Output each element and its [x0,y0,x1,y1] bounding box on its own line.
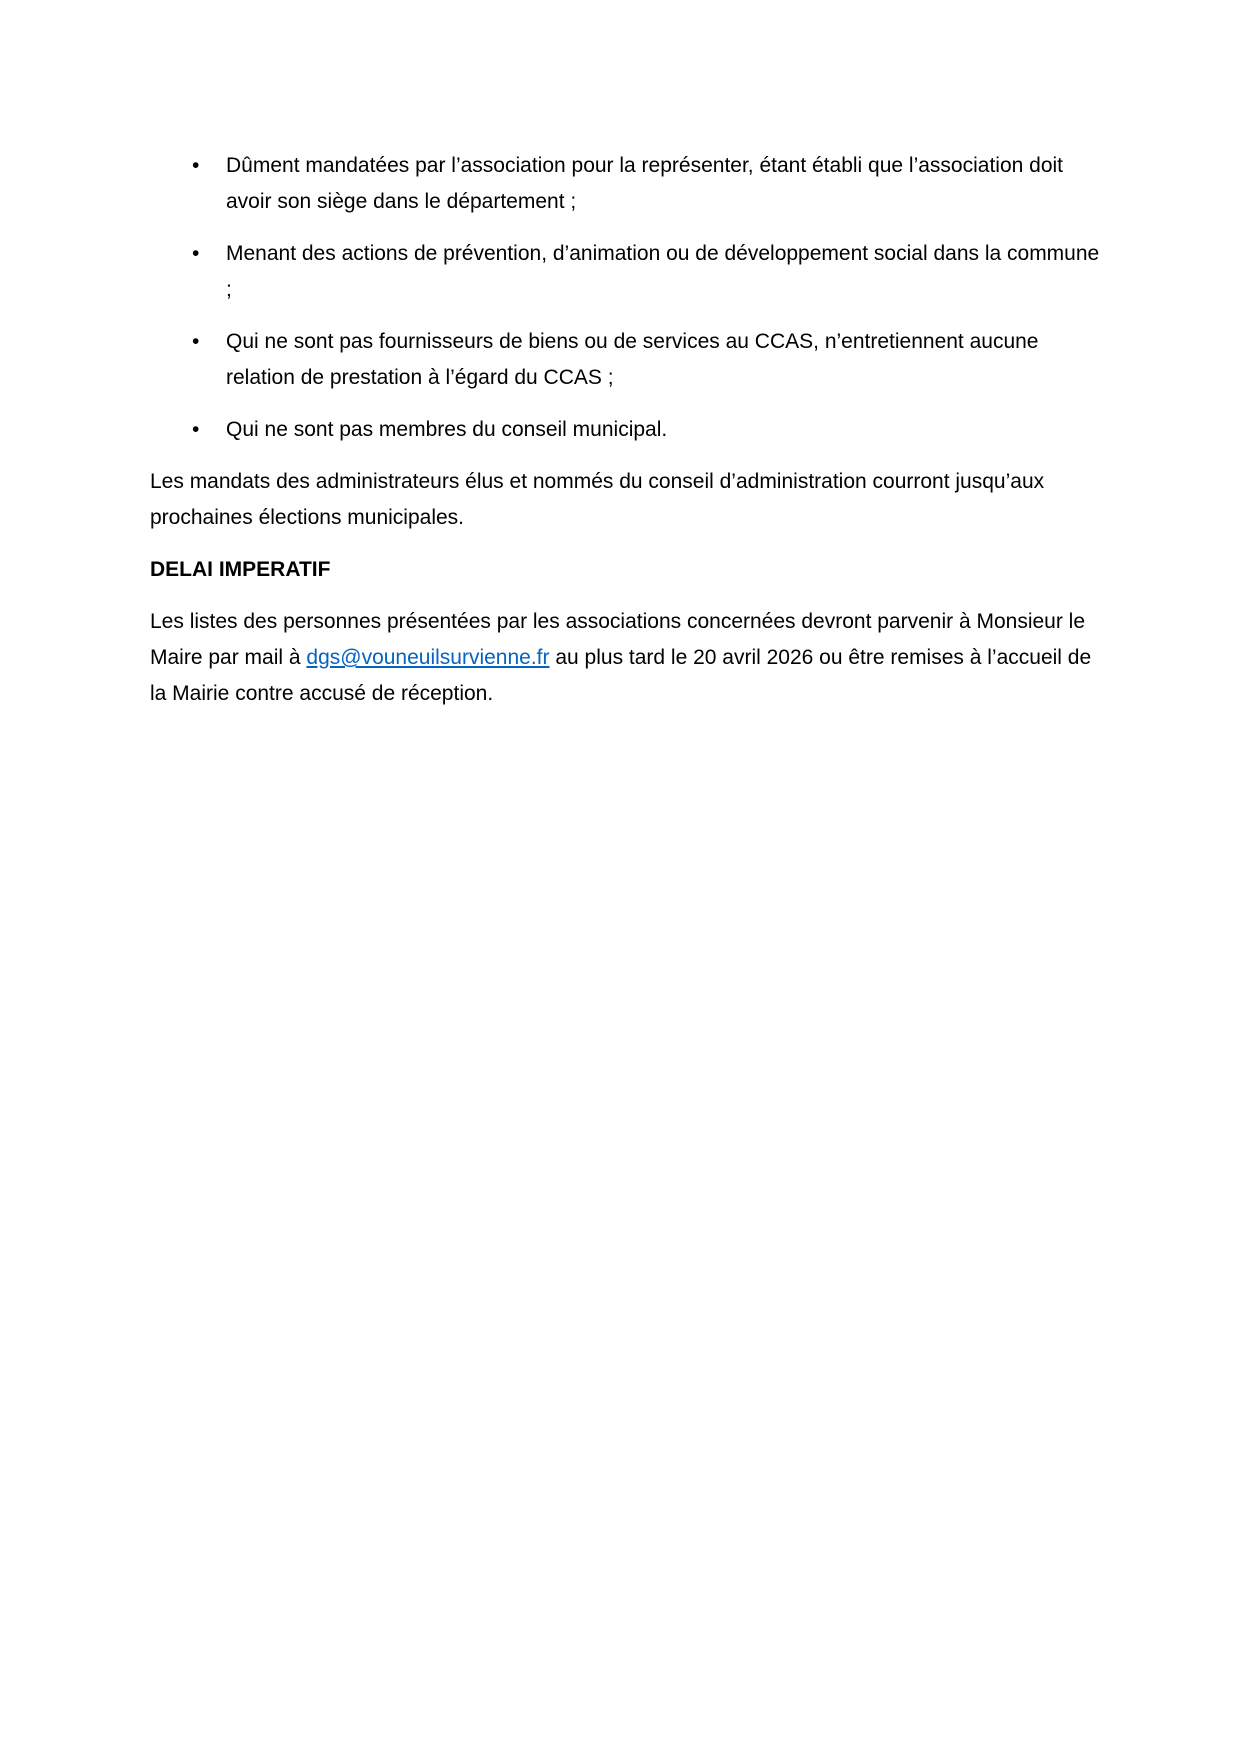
bullet-icon: • [192,154,200,177]
list-item-text: Qui ne sont pas fournisseurs de biens ou de services au CCAS, n’entretiennent aucune relation de prestation à l’égard du CCAS ; [226,330,1039,389]
mandates-paragraph: Les mandats des administrateurs élus et nommés du conseil d’administration courront jusqu’aux prochaines élections municipales. [150,470,1045,529]
email-link[interactable]: dgs@vouneuilsurvienne.fr [306,646,550,669]
list-item-text: Qui ne sont pas membres du conseil municipal. [226,418,668,441]
bullet-icon: • [192,242,200,265]
list-item [150,412,1110,448]
deadline-paragraph [150,604,1110,712]
list-item-text: Menant des actions de prévention, d’animation ou de développement social dans la commune ; [226,242,1100,301]
document-page [150,148,1110,728]
section-heading: DELAI IMPERATIF [150,558,331,581]
bullet-icon: • [192,418,200,441]
deadline-text-end: au plus tard le 20 avril 2026 ou être remises à l’accueil de la Mairie contre accusé de réception. [150,646,1092,705]
list-item [150,236,1110,308]
bullet-icon: • [192,330,200,353]
list-item-text: Dûment mandatées par l’association pour la représenter, étant établi que l’association doit avoir son siège dans le département ; [226,154,1063,213]
criteria-list [150,148,1110,448]
list-item [150,148,1110,220]
deadline-text-start: Les listes des personnes présentées par les associations concernées devront parvenir à Monsieur le Maire par mail à [150,610,1086,669]
list-item [150,324,1110,396]
